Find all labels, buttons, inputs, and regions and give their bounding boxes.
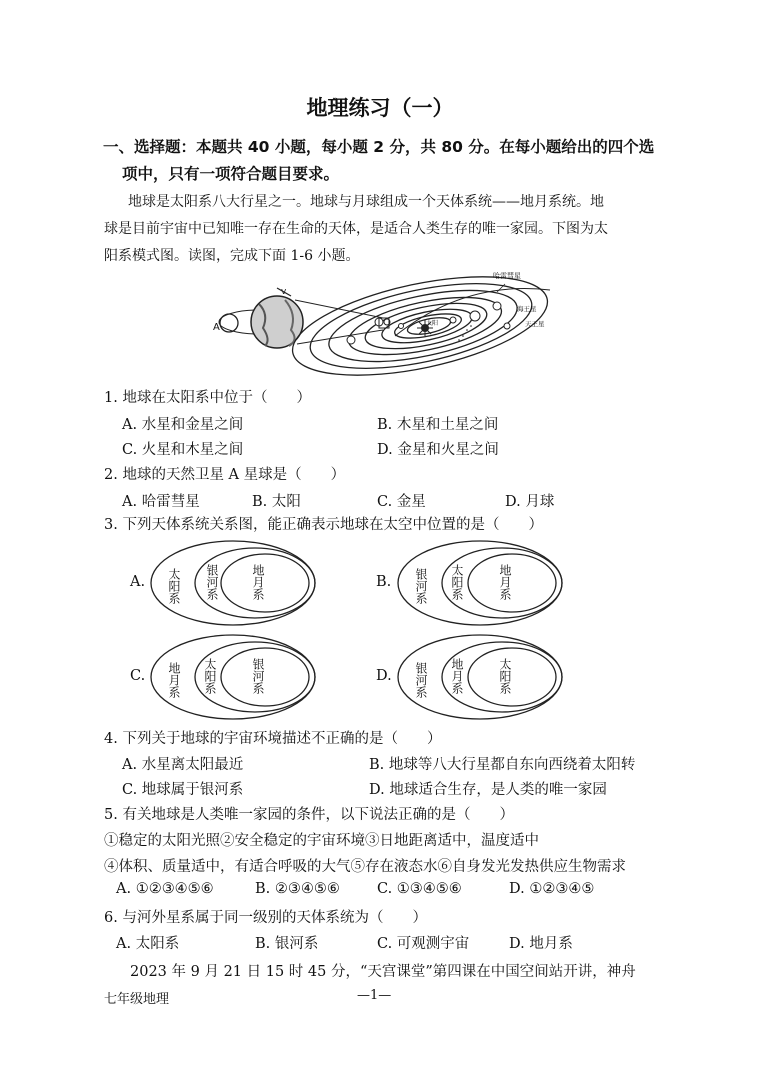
q6-stem: 6. 与河外星系属于同一级别的天体系统为（ ） bbox=[104, 910, 427, 926]
q5-option-b[interactable]: B. ②③④⑤⑥ bbox=[255, 881, 340, 897]
q3a-outer-label: 太阳系 bbox=[167, 568, 181, 604]
q3a-middle-label: 银河系 bbox=[205, 564, 219, 600]
q3-option-d-letter[interactable]: D. bbox=[376, 668, 392, 684]
q6-option-c[interactable]: C. 可观测宇宙 bbox=[377, 936, 470, 952]
q5-conditions-2: ④体积、质量适中，有适合呼吸的大气⑤存在液态水⑥自身发光发热供应生物需求 bbox=[104, 859, 626, 875]
closing-paragraph: 2023 年 9 月 21 日 15 时 45 分，“天宫课堂”第四课在中国空间站开讲，神舟 bbox=[130, 964, 636, 980]
q3b-outer-label: 银河系 bbox=[414, 568, 428, 604]
q3-option-b-diagram[interactable] bbox=[395, 538, 565, 628]
q5-option-c[interactable]: C. ①③④⑤⑥ bbox=[377, 881, 462, 897]
q3-option-a-letter[interactable]: A. bbox=[130, 574, 146, 590]
q6-option-b[interactable]: B. 银河系 bbox=[255, 936, 319, 952]
q4-option-c[interactable]: C. 地球属于银河系 bbox=[122, 782, 244, 798]
q1-option-b[interactable]: B. 木星和土星之间 bbox=[377, 417, 499, 433]
q5-option-d[interactable]: D. ①②③④⑤ bbox=[509, 881, 595, 897]
q5-stem: 5. 有关地球是人类唯一家园的条件，以下说法正确的是（ ） bbox=[104, 807, 514, 823]
q3-option-c-diagram[interactable] bbox=[148, 632, 318, 722]
q1-option-c[interactable]: C. 火星和木星之间 bbox=[122, 442, 244, 458]
q2-option-c[interactable]: C. 金星 bbox=[377, 494, 426, 510]
q6-option-d[interactable]: D. 地月系 bbox=[509, 936, 573, 952]
q6-option-a[interactable]: A. 太阳系 bbox=[116, 936, 180, 952]
q3-option-d-diagram[interactable] bbox=[395, 632, 565, 722]
q3-option-b-letter[interactable]: B. bbox=[376, 574, 392, 590]
footer-subject: 七年级地理 bbox=[104, 992, 170, 1007]
q3b-middle-label: 太阳系 bbox=[450, 564, 464, 600]
q4-option-a[interactable]: A. 水星离太阳最近 bbox=[122, 757, 244, 773]
intro-line2: 球是目前宇宙中已知唯一存在生命的天体，是适合人类生存的唯一家园。下图为太 bbox=[104, 221, 608, 237]
uranus-label: 天王星 bbox=[525, 320, 545, 328]
section-heading-line2: 项中，只有一项符合题目要求。 bbox=[122, 165, 340, 183]
page-title: 地理练习（一） bbox=[306, 96, 454, 120]
q2-option-d[interactable]: D. 月球 bbox=[505, 494, 555, 510]
intro-line3: 阳系模式图。读图，完成下面 1-6 小题。 bbox=[104, 248, 360, 264]
svg-text:v: v bbox=[281, 287, 287, 297]
solar-system-diagram bbox=[205, 270, 565, 382]
q3c-outer-label: 地月系 bbox=[167, 662, 181, 698]
q1-option-a[interactable]: A. 水星和金星之间 bbox=[122, 417, 244, 433]
halley-label: 哈雷彗星 bbox=[493, 272, 521, 280]
q4-option-d[interactable]: D. 地球适合生存，是人类的唯一家园 bbox=[369, 782, 607, 798]
q3-stem: 3. 下列天体系统关系图，能正确表示地球在太空中位置的是（ ） bbox=[104, 517, 543, 533]
q3a-inner-label: 地月系 bbox=[251, 564, 265, 600]
q5-conditions-1: ①稳定的太阳光照②安全稳定的宇宙环境③日地距离适中，温度适中 bbox=[104, 833, 539, 849]
q2-option-a[interactable]: A. 哈雷彗星 bbox=[122, 494, 200, 510]
q3-option-a-diagram[interactable] bbox=[148, 538, 318, 628]
q4-stem: 4. 下列关于地球的宇宙环境描述不正确的是（ ） bbox=[104, 731, 442, 747]
intro-line1: 地球是太阳系八大行星之一。地球与月球组成一个天体系统——地月系统。地 bbox=[128, 194, 604, 210]
section-heading-line1: 一、选择题：本题共 40 小题，每小题 2 分，共 80 分。在每小题给出的四个选 bbox=[103, 138, 655, 156]
q1-stem: 1. 地球在太阳系中位于（ ） bbox=[104, 390, 311, 406]
q5-option-a[interactable]: A. ①②③④⑤⑥ bbox=[116, 881, 214, 897]
q3d-outer-label: 银河系 bbox=[414, 662, 428, 698]
sun-label: 太阳 bbox=[426, 320, 439, 327]
q2-stem: 2. 地球的天然卫星 A 星球是（ ） bbox=[104, 467, 346, 483]
q3d-middle-label: 地月系 bbox=[450, 658, 464, 694]
q3c-middle-label: 太阳系 bbox=[203, 658, 217, 694]
label-a: A bbox=[213, 322, 220, 333]
q3d-inner-label: 太阳系 bbox=[498, 658, 512, 694]
q3c-inner-label: 银河系 bbox=[251, 658, 265, 694]
q1-option-d[interactable]: D. 金星和火星之间 bbox=[377, 442, 499, 458]
q3-option-c-letter[interactable]: C. bbox=[130, 668, 146, 684]
q4-option-b[interactable]: B. 地球等八大行星都自东向西绕着太阳转 bbox=[369, 757, 636, 773]
planet-orbits bbox=[284, 270, 556, 382]
neptune-label: 海王星 bbox=[517, 305, 537, 313]
page-number: —1— bbox=[357, 988, 392, 1003]
q3b-inner-label: 地月系 bbox=[498, 564, 512, 600]
q2-option-b[interactable]: B. 太阳 bbox=[252, 494, 301, 510]
